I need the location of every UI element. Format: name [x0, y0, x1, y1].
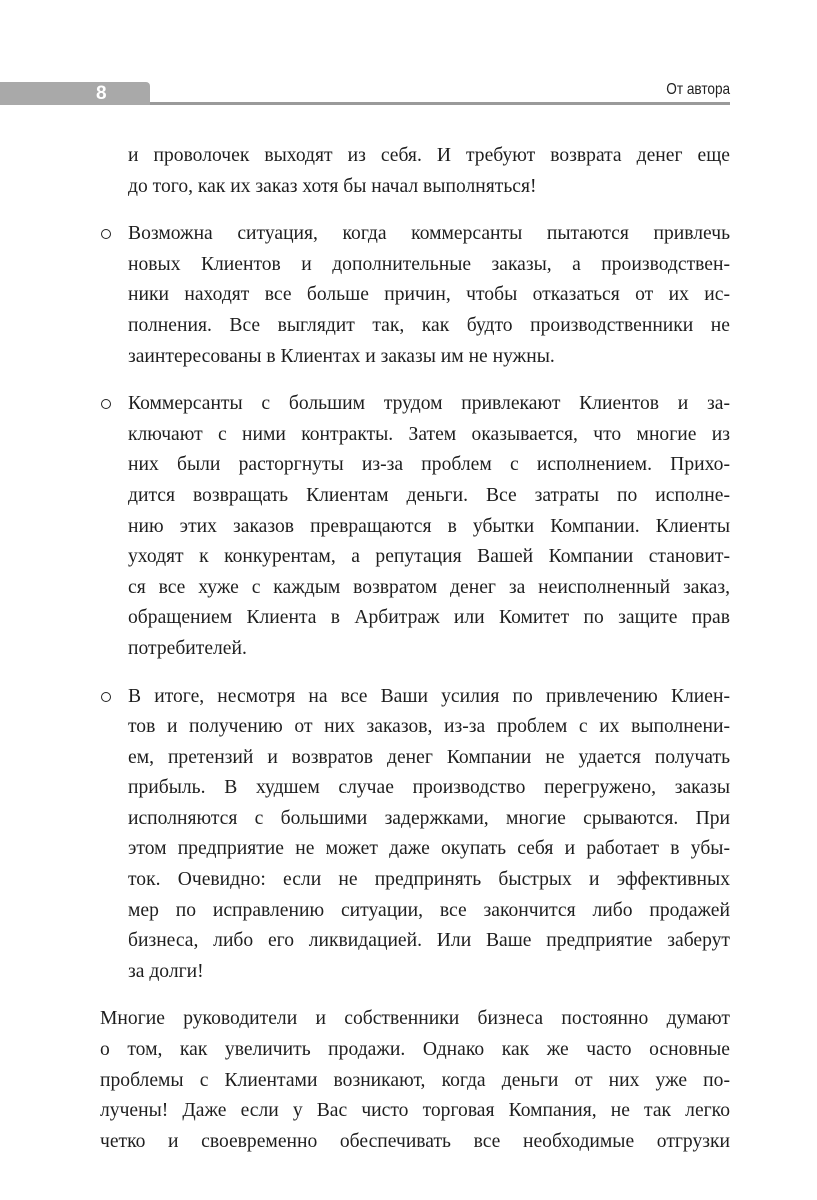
text-line: ключают с ними контракты. Затем оказывается, что многие из: [128, 423, 730, 445]
text-line: и проволочек выходят из себя. И требуют возврата денег еще: [128, 145, 730, 166]
page-body: [100, 141, 730, 1174]
text-line: до того, как их заказ хотя бы начал выполняться!: [128, 175, 537, 197]
text-line: уходят к конкурентам, а репутация Вашей Компании становит-: [128, 546, 730, 568]
text-line: прибыль. В худшем случае производство перегружено, заказы: [128, 777, 730, 799]
header-rule: [150, 102, 730, 105]
paragraph: [100, 1004, 730, 1157]
text-line: ток. Очевидно: если не предпринять быстрых и эффективных: [128, 869, 730, 891]
running-title: От автора: [666, 81, 730, 98]
bullet-circle-icon: [101, 399, 111, 409]
page-number-tab: [0, 82, 150, 105]
bullet-item: [100, 389, 730, 664]
text-line: новых Клиентов и дополнительные заказы, а производствен-: [128, 253, 730, 275]
text-line: о том, как увеличить продажи. Однако как же часто основные: [100, 1039, 730, 1061]
text-line: них были расторгнуты из-за проблем с исполнением. Прихо-: [128, 454, 730, 476]
text-line: ники находят все больше причин, чтобы отказаться от их ис-: [128, 284, 730, 306]
text-line: тов и получению от них заказов, из-за проблем с их выполнени-: [128, 716, 730, 738]
text-line: ся все хуже с каждым возвратом денег за неисполненный заказ,: [128, 576, 730, 598]
text-line: бизнеса, либо его ликвидацией. Или Ваше предприятие заберут: [128, 930, 730, 952]
text-line: заинтересованы в Клиентах и заказы им не нужны.: [128, 345, 555, 367]
bullet-item: [100, 682, 730, 988]
text-line: исполняются с большими задержками, многие срываются. При: [128, 807, 730, 829]
text-line: ем, претензий и возвратов денег Компании не удается получать: [128, 746, 730, 768]
text-line: за долги!: [128, 960, 204, 982]
text-line: этом предприятие не может даже окупать себя и работает в убы-: [128, 838, 730, 860]
text-line: обращением Клиента в Арбитраж или Комитет по защите прав: [128, 607, 730, 629]
text-line: Коммерсанты с большим трудом привлекают Клиентов и за-: [128, 393, 730, 415]
text-line: В итоге, несмотря на все Ваши усилия по привлечению Клиен-: [128, 685, 730, 707]
paragraph: [100, 141, 730, 202]
text-line: Многие руководители и собственники бизнеса постоянно думают: [100, 1008, 730, 1030]
text-line: проблемы с Клиентами возникают, когда деньги от них уже по-: [100, 1069, 730, 1091]
text-line: полнения. Все выглядит так, как будто производственники не: [128, 314, 730, 336]
text-line: дится возвращать Клиентам деньги. Все затраты по исполне-: [128, 484, 730, 506]
text-line: лучены! Даже если у Вас чисто торговая Компания, не так легко: [100, 1100, 730, 1122]
text-line: мер по исправлению ситуации, все закончится либо продажей: [128, 899, 730, 921]
bullet-circle-icon: [101, 692, 111, 702]
text-line: потребителей.: [128, 637, 247, 659]
bullet-item: [100, 219, 730, 372]
page-number: 8: [96, 83, 107, 104]
bullet-circle-icon: [101, 229, 111, 239]
text-line: нию этих заказов превращаются в убытки Компании. Клиенты: [128, 515, 730, 537]
text-line: Возможна ситуация, когда коммерсанты пытаются привлечь: [128, 223, 730, 245]
text-line: четко и своевременно обеспечивать все необходимые отгрузки: [100, 1130, 730, 1152]
